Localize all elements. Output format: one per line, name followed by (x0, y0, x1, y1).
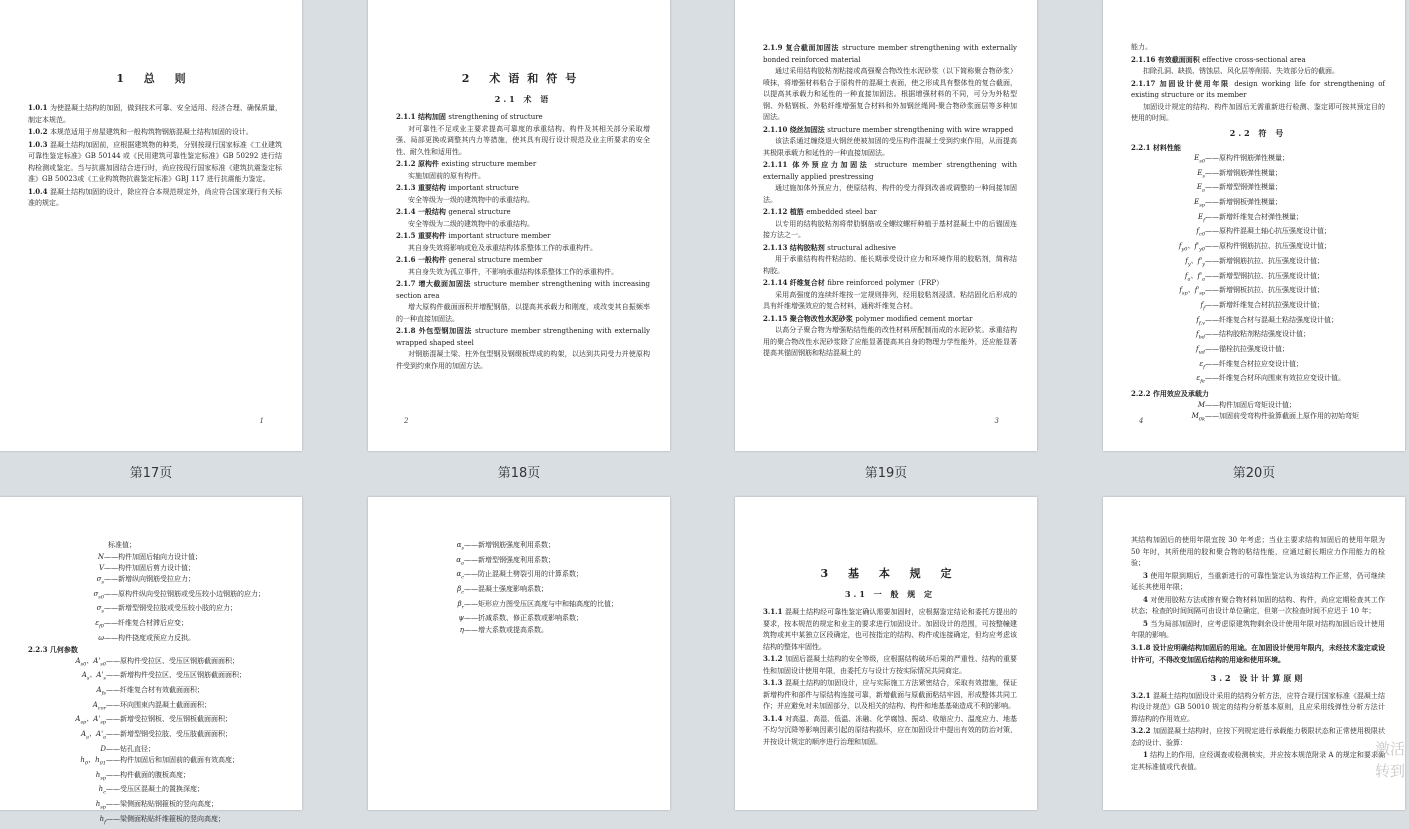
term-definition: 安全等级为二级的建筑物中的承重结构。 (408, 219, 534, 228)
symbol-row: $h_{sp}——$梁侧面粘贴钢箍板的竖向高度； (95, 800, 218, 811)
caption-page-20[interactable]: 第20页 (1232, 466, 1276, 481)
term-definition: 扣除孔洞、缺损、锈蚀层、风化层等削弱、失效部分后的截面。 (1143, 67, 1339, 75)
symbol-row: $\alpha_s——$新增钢筋强度利用系数； (456, 541, 555, 552)
symbol-row: D——钻孔直径； (100, 744, 155, 753)
page-20[interactable] (1103, 0, 1405, 451)
term-heading: 2.1.6 一般构件 general structure member (396, 255, 543, 264)
term-heading: 2.1.7 增大截面加固法 structure member strengthening with increasing section area (396, 279, 650, 300)
symbol-row: $\alpha_a——$新增型钢强度利用系数； (456, 555, 555, 567)
symbol-row: $f_y$、$f'_y——$新增钢筋抗拉、抗压强度设计值； (1185, 256, 1324, 268)
symbol-row: $\sigma_s——$新增型钢受拉肢或受压较小肢的应力； (96, 604, 237, 615)
caption-page-18[interactable]: 第18页 (497, 466, 541, 481)
clause: 1.0.4 混凝土结构加固的设计，除应符合本规范规定外，尚应符合国家现行有关标准的规定。 (28, 186, 282, 207)
lead-text: 能力。 (1131, 43, 1152, 51)
group-title: 2.2.3 几何参数 (28, 645, 78, 655)
term-heading: 2.1.12 植筋 embedded steel bar (763, 207, 877, 216)
term-heading: 2.1.14 纤维复合材 fibre reinforced polymer（FRP） (763, 278, 944, 287)
page-18[interactable] (368, 0, 670, 451)
group-title: 2.2.1 材料性能 (1131, 142, 1181, 152)
symbol-row: $\sigma_s——$新增纵向钢筋受拉应力； (96, 575, 195, 586)
symbol-row: N——构件加固后轴向力设计值； (97, 552, 202, 561)
symbol-row: $\varepsilon_f——$纤维复合材拉应变设计值； (1199, 359, 1303, 371)
clause: 1.0.2 本规范适用于房屋建筑和一般构筑物钢筋混凝土结构加固的设计。 (28, 127, 253, 136)
term-definition: 其自身失效为孤立事件，不影响承重结构体系整体工作的承重构件。 (408, 267, 618, 276)
clause: 3.2.2 加固混凝土结构时，应按下列规定进行承载能力极限状态和正常使用极限状态的设计、验算： (1131, 726, 1385, 747)
chapter-title: 1 总 则 (116, 72, 194, 85)
symbol-row: $A_{s0}$、$A'_{s0}——$原构件受拉区、受压区钢筋截面面积； (75, 656, 239, 668)
term-definition: 实施加固前的原有构件。 (408, 171, 485, 180)
page-22[interactable] (368, 497, 670, 810)
symbol-row: $f_{c0}——$原构件混凝土轴心抗压强度设计值； (1196, 227, 1331, 238)
term-heading: 2.1.1 结构加固 strengthening of structure (396, 112, 543, 121)
term-definition: 通过施加体外预应力，使原结构、构件的受力得到改善或调整的一种间接加固法。 (763, 184, 1017, 204)
symbol-row: M——构件加固后弯矩设计值； (1197, 400, 1296, 409)
section-title: 2.2 符 号 (1229, 127, 1287, 138)
clause: 3.1.4 对高温、高湿、低温、冻融、化学腐蚀、振动、收缩应力、温度应力、地基不均匀沉降等影响因素引起的原结构损坏，应在加固设计中提出有效的防治对策，并按设计规定的顺序进行治理和加固。 (763, 713, 1017, 746)
section-title: 2.1 术 语 (494, 94, 552, 104)
symbol-row: $A_s$、$A'_s——$新增构件受拉区、受压区钢筋截面面积； (81, 671, 246, 682)
symbol-row: $f_a$、$f'_a——$新增型钢抗拉、抗压强度设计值； (1184, 271, 1324, 282)
bold-clause: 3.1.8 设计应明确结构加固后的用途。在加固设计使用年限内，未经技术鉴定或设计许可，不得改变加固后结构的用途和使用环境。 (1131, 642, 1385, 664)
symbol-row: $\varepsilon_{fe}——$纤维复合材环向围束有效拉应变设计值。 (1196, 374, 1345, 385)
caption-page-17[interactable]: 第17页 (129, 466, 173, 481)
term-definition: 该法系通过缠绕退火钢丝使被加固的受压构件混凝土受到约束作用，从而提高其极限承载力和延性的一种直接加固法。 (763, 137, 1017, 157)
symbol-row: $\sigma_{s0}——$原构件纵向受拉钢筋或受压较小边钢筋的应力； (93, 589, 265, 601)
term-definition: 对可靠性不足或业主要求提高可靠度的承重结构、构件及其相关部分采取增强、局部更换或调整其内力等措施，使其具有现行设计规范及业主所要求的安全性、耐久性和适用性。 (396, 124, 650, 156)
page-number: 3 (994, 417, 999, 425)
page-17[interactable] (0, 0, 302, 451)
term-definition: 通过采用结构胶粘剂粘接或高强聚合物改性水泥砂浆（以下简称聚合物砂浆）喷抹，将增强材料粘合于原构件的混凝土表面，使之形成具有整体性的复合截面，以提高其承载力和延性的一种直接加固法。根据增强材料的不同，可分为外粘型钢、外粘钢板、外粘纤维增强复合材料和外加钢丝绳网-聚合物砂浆面层等多种加固法。 (763, 67, 1017, 121)
symbol-row: $f_{f,v}——$纤维复合材与混凝土粘结强度设计值； (1196, 315, 1338, 326)
term-heading: 2.1.9 复合截面加固法 structure member strengthening with externally bonded reinforced material (763, 43, 1018, 64)
page-19[interactable] (735, 0, 1037, 451)
term-heading: 2.1.10 绕丝加固法 structure member strengthening with wire wrapped (763, 124, 1014, 134)
clause: 3.2.1 混凝土结构加固设计采用的结构分析方法，应符合现行国家标准《混凝土结构设计规范》GB 50010 规定的结构分析基本原则，且应采用线弹性分析方法计算结构的作用效应。 (1131, 690, 1385, 723)
symbol-row: $h_0$、$h_{01}——$构件加固后和加固前的截面有效高度； (80, 756, 239, 767)
clause: 3.1.2 加固后混凝土结构的安全等级，应根据结构破坏后果的严重性、结构的重要性和加固设计使用年限，由委托方与设计方按实际情况共同商定。 (763, 654, 1017, 675)
symbol-row: $A_a$、$A'_a——$新增型钢受拉肢、受压肢截面面积； (80, 730, 232, 741)
symbol-row: $E_s——$新增钢筋弹性模量； (1197, 168, 1282, 180)
page-number: 2 (404, 417, 409, 425)
symbol-row: $\beta_r——$矩形应力图受压区高度与中和轴高度的比值； (457, 599, 618, 611)
symbol-row: $h_{sp}——$构件截面的腹板高度； (95, 770, 190, 782)
term-heading: 2.1.2 原构件 existing structure member (396, 159, 537, 168)
term-definition: 其自身失效将影响或危及承重结构体系整体工作的承重构件。 (408, 243, 597, 252)
page-21[interactable] (0, 497, 302, 826)
symbol-row: η——增大系数或提高系数。 (459, 625, 548, 634)
symbol-row: $M_{0k}——$加固前受弯构件验算截面上原作用的初始弯矩 (1191, 411, 1359, 423)
term-definition: 对钢筋混凝土梁、柱外包型钢及钢缀板焊成的构架，以达到共同受力并使原构件受到约束作用的加固方法。 (396, 350, 650, 370)
symbol-row: ψ——折减系数、修正系数或影响系数； (458, 614, 583, 623)
clause: 1.0.3 混凝土结构加固前，应根据建筑物的种类，分别按现行国家标准《工业建筑可靠性鉴定标准》GB 50144 或《民用建筑可靠性鉴定标准》GB 50292 进行结构检测或鉴定。当与抗震加固结合进行时，尚应按现行国家标准《建筑抗震鉴定标准》GB 50023或《工业构筑物抗震鉴定标准》GBJ 117 进行抗震能力鉴定。 (28, 139, 282, 183)
term-definition: 增大原构件截面面积并增配钢筋，以提高其承载力和刚度，或改变其自振频率的一种直接加固法。 (396, 303, 650, 323)
symbol-row: $A_{sp}$、$A'_{sp}——$新增受拉钢板、受压钢板截面面积； (75, 715, 232, 726)
activation-watermark: 激活 转到 (1375, 740, 1406, 780)
section-title: 3.2 设计计算原则 (1210, 672, 1306, 683)
chapter-title: 2 术语和符号 (461, 72, 585, 85)
symbol-row: V——构件加固后剪力设计值； (98, 563, 195, 572)
term-definition: 以高分子聚合物为增强粘结性能的改性材料所配制而成的水泥砂浆。承重结构用的聚合物改性水泥砂浆除了应能显著提高其自身的物理力学性能外，还应能显著提高其锚固钢筋和粘结混凝土的 (763, 326, 1017, 357)
page-number: 1 (259, 417, 264, 425)
term-definition: 加固设计规定的结构、构件加固后无需重新进行检测、鉴定即可按其预定目的使用的时间。 (1131, 102, 1385, 122)
term-heading: 2.1.17 加固设计使用年限 design working life for strengthening of existing structure or its member (1131, 78, 1386, 99)
term-definition: 以专用的结构胶粘剂将带肋钢筋或全螺纹螺杆种植于基材混凝土中的后锚固连接方法之一。 (763, 219, 1017, 239)
clause-item: 4 对使用胶粘方法或掺有聚合物材料加固的结构、构件，尚应定期检查其工作状态；检查的时间间隔可由设计单位确定，但第一次检查时间不应迟于 10 年； (1131, 594, 1385, 615)
symbol-row: $f_{y0}$、$f'_{y0}——$原构件钢筋抗拉、抗压强度设计值； (1178, 242, 1331, 253)
term-definition: 安全等级为一级的建筑物中的承重结构。 (408, 195, 534, 204)
symbol-row: $f_{sp}$、$f'_{sp}——$新增钢板抗拉、抗压强度设计值； (1179, 286, 1324, 297)
term-heading: 2.1.15 聚合物改性水泥砂浆 polymer modified cement mortar (763, 313, 973, 323)
clause-item: 5 当为局部加固时，应考虑原建筑物剩余设计使用年限对结构加固后设计使用年限的影响。 (1131, 618, 1385, 639)
term-heading: 2.1.16 有效截面面积 effective cross-sectional area (1131, 54, 1306, 64)
term-heading: 2.1.8 外包型钢加固法 structure member strengthening with externally wrapped shaped steel (396, 326, 651, 347)
symbol-row: $f_f——$新增纤维复合材抗拉强度设计值； (1200, 300, 1324, 312)
caption-page-19[interactable]: 第19页 (864, 466, 908, 481)
clause: 3.1.1 混凝土结构经可靠性鉴定确认需要加固时，应根据鉴定结论和委托方提出的要求，按本规范的规定和业主的要求进行加固设计。加固设计的范围，可按整幢建筑物或其中某独立区段确定，也可按指定的结构、构件或连接确定，但均应考虑该结构的整体牢固性。 (763, 607, 1017, 651)
page-23[interactable] (735, 497, 1037, 810)
page-number: 4 (1139, 417, 1144, 425)
symbol-row: $h_c——$受压区混凝土的置换深度； (98, 785, 204, 796)
symbol-row: $E_{s0}——$原构件钢筋弹性模量； (1194, 154, 1289, 165)
chapter-title: 3 基 本 规 定 (820, 567, 960, 580)
term-heading: 2.1.5 重要构件 important structure member (396, 231, 551, 240)
term-heading: 2.1.13 结构胶粘剂 structural adhesive (763, 242, 896, 252)
symbol-row: $E_a——$新增型钢弹性模量； (1196, 183, 1282, 194)
section-title: 3.1 一 般 规 定 (844, 589, 936, 599)
page-24[interactable] (1103, 497, 1405, 810)
lead-text: 标准值； (108, 541, 136, 549)
symbol-row: $f_{ud}——$锚栓抗拉强度设计值； (1195, 344, 1289, 356)
clause: 1.0.1 为使混凝土结构的加固，做到技术可靠、安全适用、经济合理、确保质量，制定本规范。 (28, 103, 282, 124)
symbol-row: $A_{fs}——$纤维复合材有效截面面积； (96, 686, 204, 697)
symbol-row: $h_f——$梁侧面粘贴纤维箍板的竖向高度； (99, 814, 225, 826)
symbol-row: $E_{sp}——$新增钢板弹性模量； (1194, 198, 1282, 209)
group-title: 2.2.2 作用效应及承载力 (1131, 389, 1209, 398)
clause-item: 1 结构上的作用，应经调查或检测核实，并应按本规范附录 A 的规定和要求确定其标准值或代表值。 (1131, 750, 1385, 771)
symbol-row: ω——构件挠度或预应力反拱。 (98, 633, 195, 642)
term-heading: 2.1.11 体外预应力加固法 structure member strengthening with externally applied prestressing (763, 160, 1018, 181)
clause-item: 3 使用年限到期后，当重新进行的可靠性鉴定认为该结构工作正常，仍可继续延长其使用年限； (1131, 570, 1385, 591)
symbol-row: $A_{cor}——$环向围束内混凝土截面面积； (92, 700, 211, 712)
symbol-row: $\varepsilon_{f0}——$纤维复合材滞后应变； (95, 619, 188, 630)
symbol-row: $\beta_c——$混凝土强度影响系数； (457, 585, 548, 596)
symbol-row: $E_f——$新增纤维复合材弹性模量； (1198, 212, 1303, 224)
term-heading: 2.1.3 重要结构 important structure (396, 183, 519, 192)
lead-text: 其结构加固后的使用年限宜按 30 年考虑；当业主要求结构加固后的使用年限为 50 年时，其所使用的胶和聚合物的粘结性能，应通过耐长期应力作用能力的检验； (1131, 536, 1385, 567)
term-definition: 用于承重结构构件粘结的、能长期承受设计应力和环境作用的胶粘剂，简称结构胶。 (763, 255, 1017, 275)
symbol-row: $f_{bd}——$结构胶粘剂粘结强度设计值； (1196, 330, 1310, 341)
term-definition: 采用高强度的连续纤维按一定规则排列，经用胶粘剂浸渍、粘结固化后形成的具有纤维增强效应的复合材料，通称纤维复合材。 (763, 290, 1017, 310)
term-heading: 2.1.4 一般结构 general structure (396, 207, 511, 216)
symbol-row: $\alpha_c——$防止混凝土劈裂引用的计算系数； (456, 570, 583, 581)
clause: 3.1.3 混凝土结构的加固设计，应与实际施工方法紧密结合，采取有效措施，保证新增构件和部件与原结构连接可靠，新增截面与原截面粘结牢固，形成整体共同工作；并应避免对未加固部分，以及相关的结构、构件和地基基础造成不利的影响。 (763, 678, 1017, 710)
